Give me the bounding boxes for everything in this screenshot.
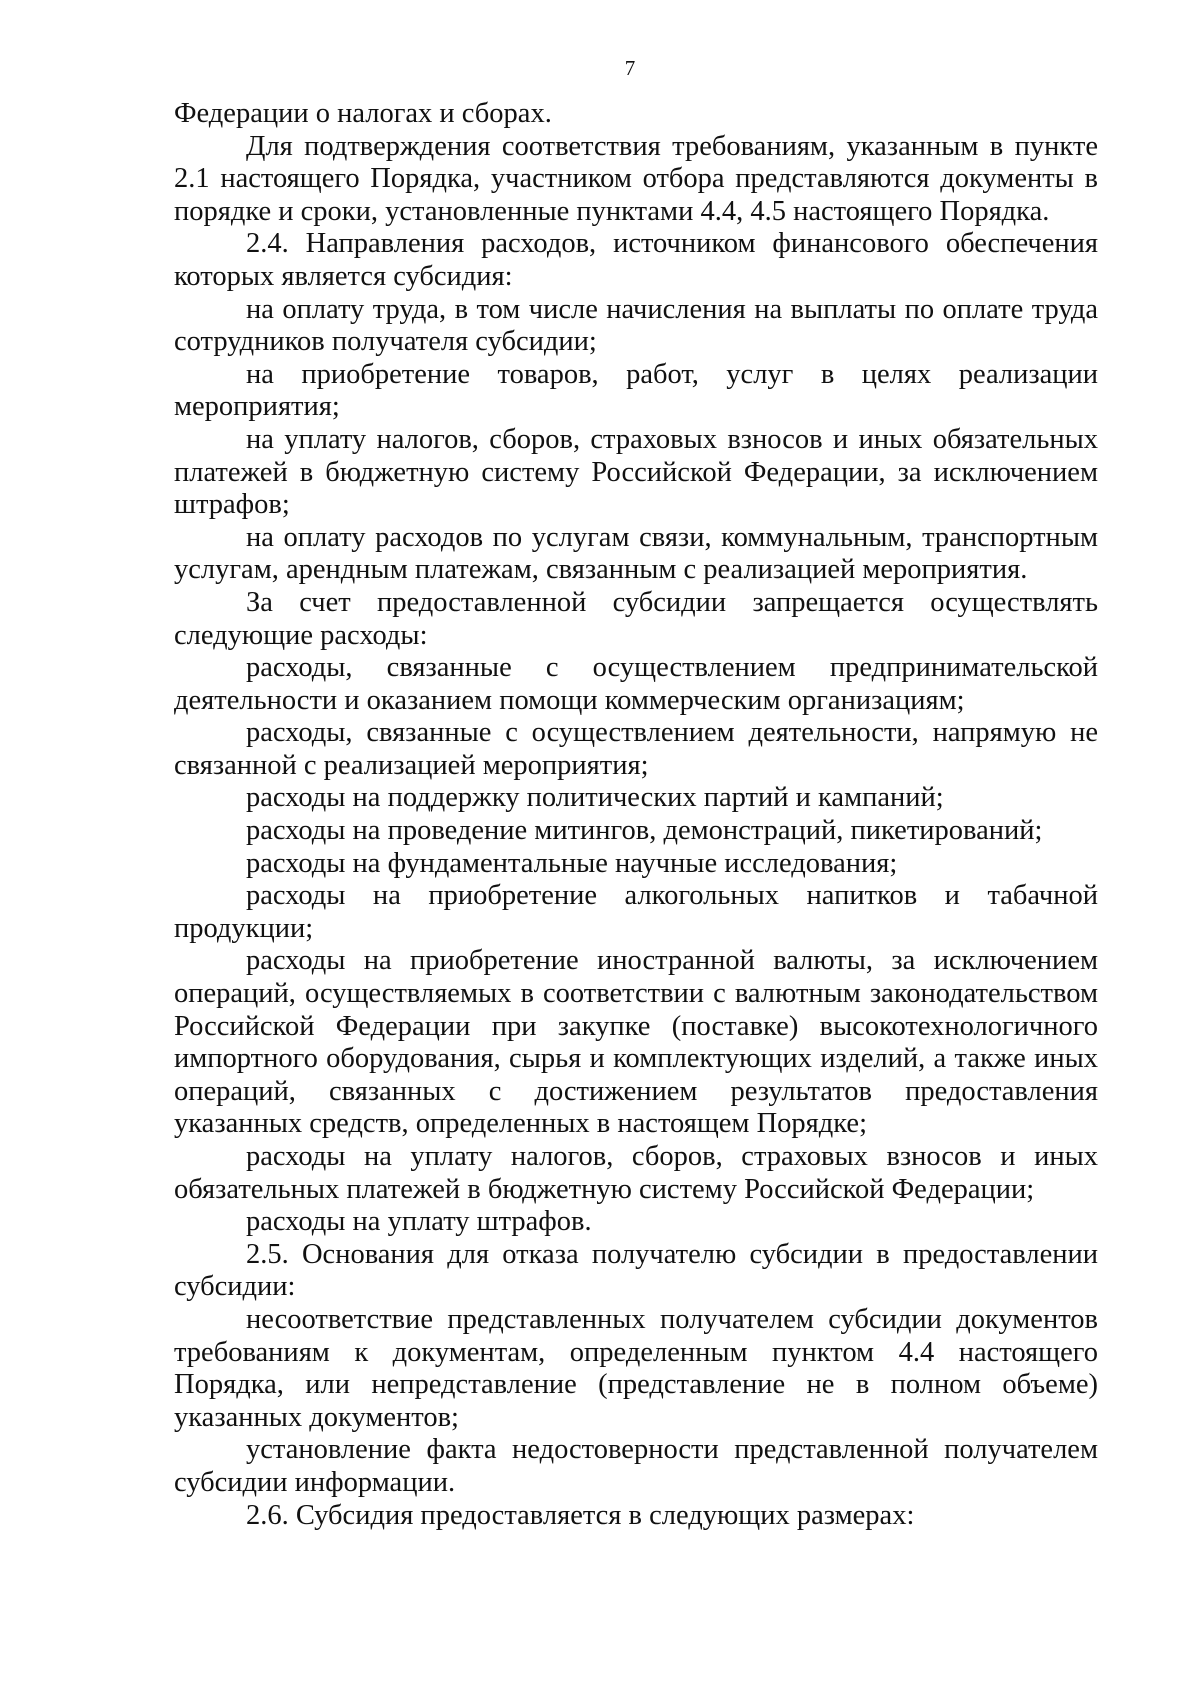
list-item: расходы на фундаментальные научные исследования; [246, 847, 898, 879]
list-item: на оплату расходов по услугам связи, коммунальным, транспортным услугам, арендным платежам, связанным с реализацией мероприятия. [174, 521, 1098, 586]
list-item: расходы на приобретение иностранной валюты, за исключением операций, осуществляемых в соответствии с валютным законодательством Российской Федерации при закупке (поставке) высокотехнологичного импортного оборудования, сырья и комплектующих изделий, а также иных операций, связанных с достижением результатов предоставления указанных средств, определенных в настоящем Порядке; [174, 945, 1098, 1140]
list-item: расходы на приобретение алкогольных напитков и табачной продукции; [174, 880, 1098, 944]
list-item: установление факта недостоверности представленной получателем субсидии информации. [174, 1434, 1098, 1498]
list-item: расходы на поддержку политических партий и кампаний; [246, 782, 944, 814]
list-item: расходы, связанные с осуществлением предпринимательской деятельности и оказанием помощи коммерческим организациям; [174, 652, 1098, 716]
list-item: на оплату труда, в том числе начисления на выплаты по оплате труда сотрудников получателя субсидии; [174, 293, 1098, 358]
list-item: расходы на проведение митингов, демонстраций, пикетирований; [246, 815, 1043, 847]
list-item: расходы на уплату налогов, сборов, страховых взносов и иных обязательных платежей в бюджетную систему Российской Федерации; [174, 1141, 1098, 1205]
document-body [174, 98, 1098, 1532]
list-item: на уплату налогов, сборов, страховых взносов и иных обязательных платежей в бюджетную систему Российской Федерации, за исключением штрафов; [174, 423, 1098, 521]
page-number: 7 [624, 56, 636, 80]
section-paragraph-2-4: 2.4. Направления расходов, источником финансового обеспечения которых является субсидия: [174, 228, 1098, 292]
paragraph: За счет предоставленной субсидии запрещается осуществлять следующие расходы: [174, 586, 1098, 651]
paragraph: Федерации о налогах и сборах. [174, 98, 552, 129]
list-item: расходы на уплату штрафов. [246, 1206, 592, 1238]
paragraph: Для подтверждения соответствия требованиям, указанным в пункте 2.1 настоящего Порядка, участником отбора представляются документы в порядке и сроки, установленные пунктами 4.4, 4.5 настоящего Порядка. [174, 130, 1098, 227]
list-item: на приобретение товаров, работ, услуг в целях реализации мероприятия; [174, 358, 1098, 423]
section-paragraph-2-6: 2.6. Субсидия предоставляется в следующих размерах: [246, 1499, 915, 1531]
list-item: расходы, связанные с осуществлением деятельности, напрямую не связанной с реализацией мероприятия; [174, 717, 1098, 781]
section-paragraph-2-5: 2.5. Основания для отказа получателю субсидии в предоставлении субсидии: [174, 1238, 1098, 1303]
list-item: несоответствие представленных получателем субсидии документов требованиям к документам, определенным пунктом 4.4 настоящего Порядка, или непредставление (представление не в полном объеме) указанных документов; [174, 1303, 1098, 1433]
